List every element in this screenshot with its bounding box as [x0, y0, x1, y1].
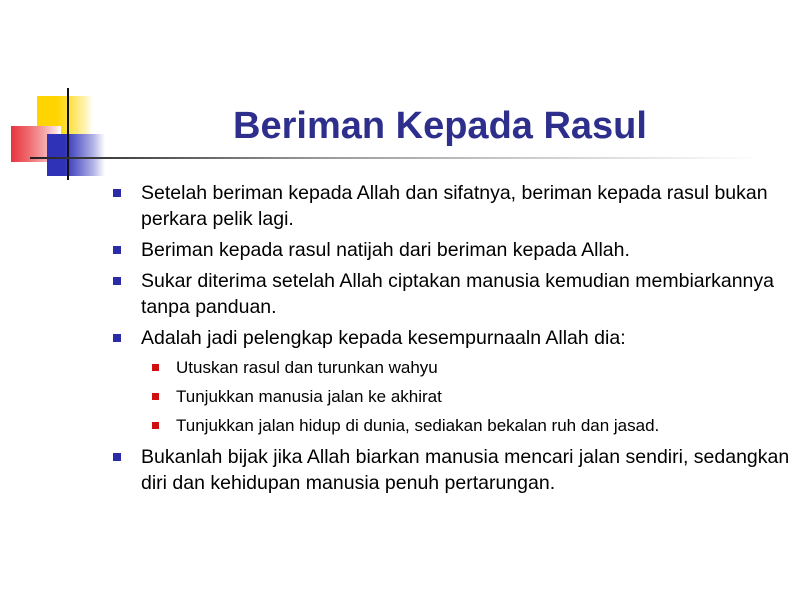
bullet-item	[110, 325, 796, 351]
square-bullet-icon	[113, 453, 121, 461]
square-bullet-icon	[113, 334, 121, 342]
square-bullet-icon	[113, 277, 121, 285]
bullet-item	[110, 180, 796, 232]
sub-bullet-item	[110, 356, 796, 380]
bullet-item	[110, 237, 796, 263]
square-sub-bullet-icon	[152, 422, 159, 429]
bullet-text: Setelah beriman kepada Allah dan sifatnya, beriman kepada rasul bukan perkara pelik lagi.	[141, 182, 768, 230]
square-bullet-icon	[113, 189, 121, 197]
sub-bullet-text: Utuskan rasul dan turunkan wahyu	[176, 358, 438, 377]
square-sub-bullet-icon	[152, 364, 159, 371]
slide-content	[110, 180, 796, 501]
bullet-text: Beriman kepada rasul natijah dari beriman kepada Allah.	[141, 239, 630, 261]
bullet-text: Sukar diterima setelah Allah ciptakan manusia kemudian membiarkannya tanpa panduan.	[141, 270, 774, 318]
sub-bullet-item	[110, 385, 796, 409]
sub-bullet-text: Tunjukkan manusia jalan ke akhirat	[176, 387, 442, 406]
square-sub-bullet-icon	[152, 393, 159, 400]
decorative-blue-square	[47, 134, 105, 176]
decorative-vertical-line	[67, 88, 69, 180]
bullet-item	[110, 444, 796, 496]
sub-bullet-text: Tunjukkan jalan hidup di dunia, sediakan bekalan ruh dan jasad.	[176, 416, 660, 435]
bullet-item	[110, 268, 796, 320]
sub-bullet-item	[110, 414, 796, 438]
square-bullet-icon	[113, 246, 121, 254]
title-underline	[30, 157, 760, 159]
bullet-text: Adalah jadi pelengkap kepada kesempurnaaln Allah dia:	[141, 327, 626, 349]
bullet-text: Bukanlah bijak jika Allah biarkan manusia mencari jalan sendiri, sedangkan diri dan kehidupan manusia penuh pertarungan.	[141, 446, 790, 494]
slide-title: Beriman Kepada Rasul	[233, 105, 647, 147]
